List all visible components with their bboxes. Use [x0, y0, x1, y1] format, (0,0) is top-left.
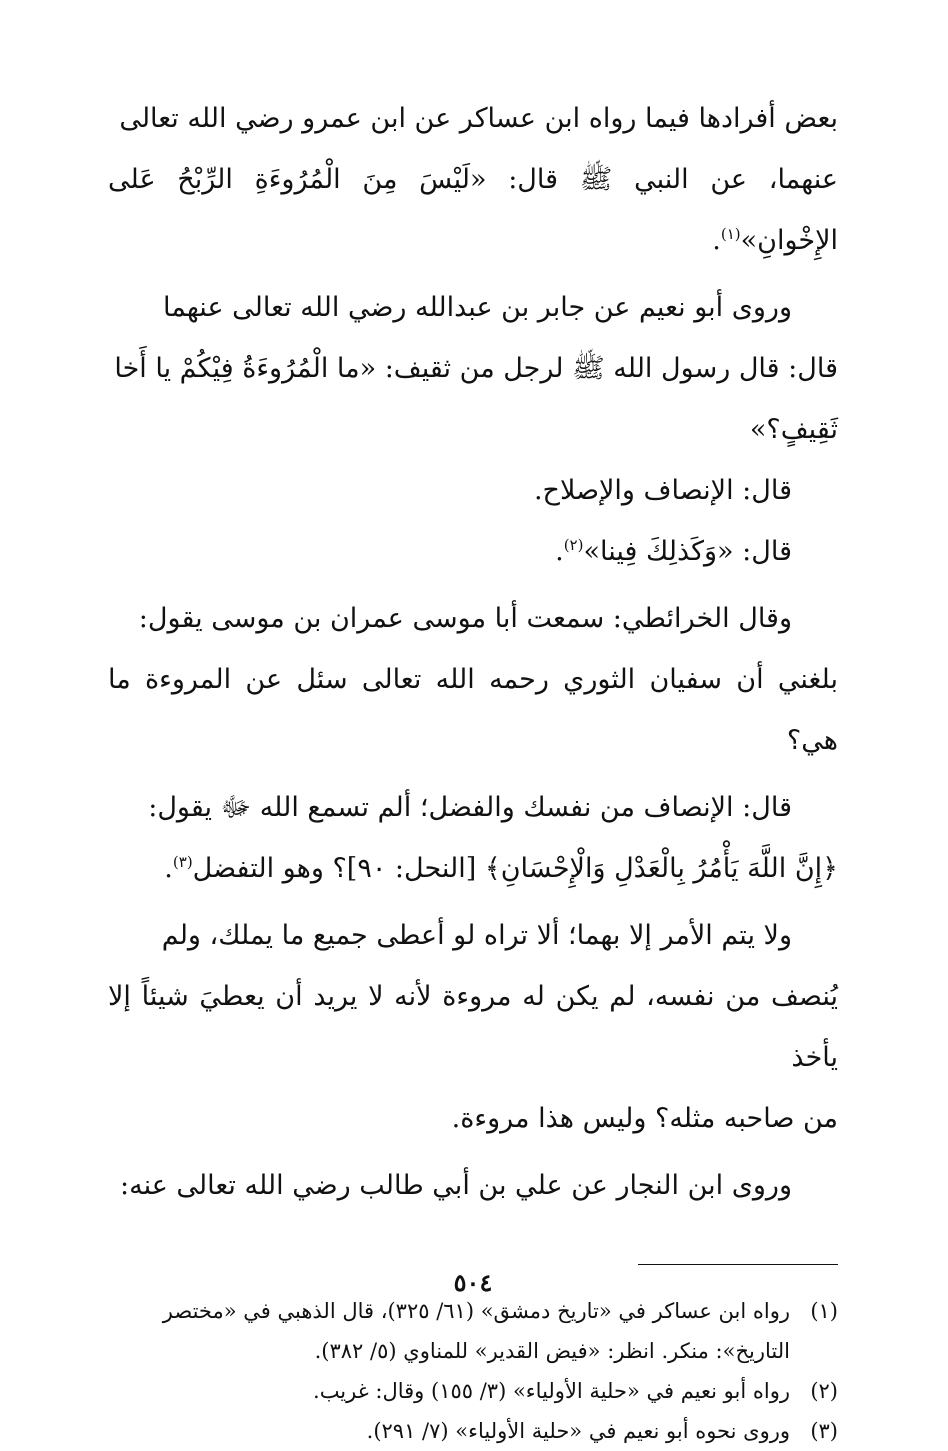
paragraph-8 [108, 1155, 838, 1216]
footnotes [108, 1291, 838, 1451]
line: قال: قال رسول الله ﷺ لرجل من ثقيف: «ما الْمُرُوءَةُ فِيْكُمْ يا أَخا [114, 353, 838, 384]
line: عنهما، عن النبي ﷺ قال: «لَيْسَ مِنَ الْمُرُوءَةِ الرِّبْحُ عَلى الإِخْوانِ» [108, 164, 838, 256]
line: رواه ابن عساكر في «تاريخ دمشق» (٦١/ ٣٢٥)، قال الذهبي في «مختصر [162, 1299, 790, 1323]
line: وقال الخرائطي: سمعت أبا موسى عمران بن موسى يقول: [138, 603, 792, 634]
line: ولا يتم الأمر إلا بهما؛ ألا تراه لو أعطى جميع ما يملك، ولم [161, 920, 792, 951]
footnote-3 [108, 1411, 838, 1451]
footnote-text [108, 1291, 790, 1371]
line: قال: الإنصاف من نفسك والفضل؛ ألم تسمع الله ﷻ يقول: [148, 792, 792, 823]
paragraph-5 [108, 588, 838, 771]
sentence-end: . [712, 225, 721, 256]
line: وروى نحوه أبو نعيم في «حلية الأولياء» (٧/ ٢٩١). [366, 1419, 790, 1443]
sentence-end: . [555, 536, 564, 567]
footnote-number: (٢) [810, 1379, 838, 1403]
footnote-text [108, 1371, 790, 1411]
footnote-separator [638, 1264, 838, 1265]
page-number: ٥٠٤ [453, 1268, 493, 1297]
sentence-end: . [164, 853, 173, 884]
main-text [108, 88, 838, 1216]
footnote-marker-2[interactable]: (٢) [563, 536, 584, 554]
footnote-marker-3[interactable]: (٣) [172, 853, 193, 871]
footnote-number: (١) [810, 1299, 838, 1323]
footnote-text [108, 1411, 790, 1451]
line: وروى ابن النجار عن علي بن أبي طالب رضي الله تعالى عنه: [120, 1170, 792, 1201]
line: قال: «وَكَذلِكَ فِينا» [583, 536, 792, 567]
paragraph-6 [108, 777, 838, 899]
paragraph-4 [108, 521, 838, 582]
paragraph-3 [108, 460, 838, 521]
line: بلغني أن سفيان الثوري رحمه الله تعالى سئل عن المروءة ما هي؟ [108, 664, 838, 756]
paragraph-7 [108, 905, 838, 1149]
line: قال: الإنصاف والإصلاح. [533, 475, 792, 506]
footnote-2 [108, 1371, 838, 1411]
line: بعض أفرادها فيما رواه ابن عساكر عن ابن عمرو رضي الله تعالى [119, 103, 838, 134]
line: رواه أبو نعيم في «حلية الأولياء» (٣/ ١٥٥) وقال: غريب. [313, 1379, 790, 1403]
paragraph-2 [108, 277, 838, 460]
line: وروى أبو نعيم عن جابر بن عبدالله رضي الله تعالى عنهما [163, 292, 792, 323]
footnote-1 [108, 1291, 838, 1371]
book-page [108, 88, 838, 1443]
line: من صاحبه مثله؟ وليس هذا مروءة. [451, 1103, 838, 1134]
line: ثَقِيفٍ؟» [749, 414, 838, 445]
quran-verse-line: ﴿إِنَّ اللَّهَ يَأْمُرُ بِالْعَدْلِ وَالْإِحْسَانِ﴾ [النحل: ٩٠]؟ وهو التفضل [192, 853, 838, 884]
paragraph-1 [108, 88, 838, 271]
footnote-marker-1[interactable]: (١) [720, 225, 741, 243]
line: يُنصف من نفسه، لم يكن له مروءة لأنه لا يريد أن يعطيَ شيئاً إلا يأخذ [108, 981, 838, 1073]
line: التاريخ»: منكر. انظر: «فيض القدير» للمناوي (٥/ ٣٨٢). [314, 1339, 790, 1363]
footnote-number: (٣) [810, 1419, 838, 1443]
